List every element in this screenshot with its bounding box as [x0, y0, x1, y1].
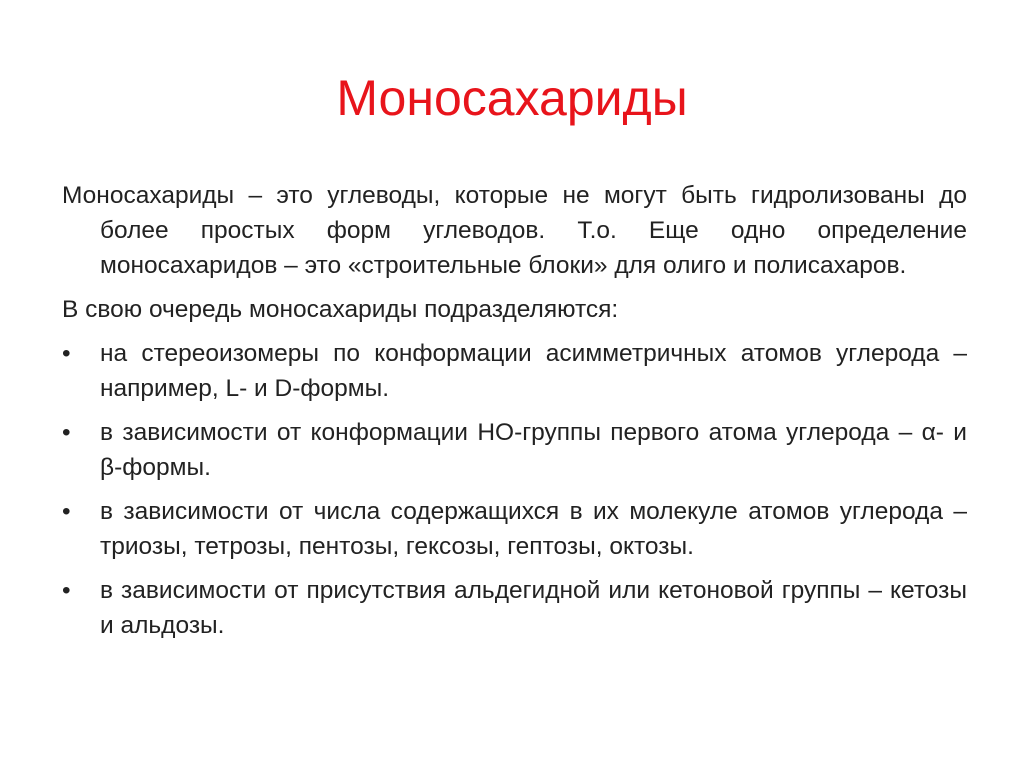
bullet-icon: •	[62, 340, 71, 367]
bullet-item	[62, 336, 967, 406]
definition-paragraph: Моносахариды – это углеводы, которые не могут быть гидролизованы до более простых форм углеводов. Т.о. Еще одно определение моносахаридов – это «строительные блоки» для олиго и полисахаров.	[62, 182, 967, 279]
bullet-item	[62, 494, 967, 564]
bullet-item	[62, 573, 967, 643]
slide-body	[62, 178, 967, 643]
bullet-icon: •	[62, 419, 71, 446]
bullet-item	[62, 415, 967, 485]
bullet-list	[62, 336, 967, 643]
intro-paragraph: В свою очередь моносахариды подразделяются:	[62, 296, 619, 323]
bullet-text: в зависимости от присутствия альдегидной или кетоновой группы – кетозы и альдозы.	[100, 577, 967, 639]
slide-title: Моносахариды	[336, 70, 688, 126]
bullet-icon: •	[62, 577, 71, 604]
bullet-icon: •	[62, 498, 71, 525]
bullet-text: на стереоизомеры по конформации асимметричных атомов углерода – например, L- и D-формы.	[100, 340, 967, 402]
bullet-text: в зависимости от числа содержащихся в их молекуле атомов углерода – триозы, тетрозы, пентозы, гексозы, гептозы, октозы.	[100, 498, 967, 560]
bullet-text: в зависимости от конформации НО-группы первого атома углерода – α- и β-формы.	[100, 419, 967, 481]
